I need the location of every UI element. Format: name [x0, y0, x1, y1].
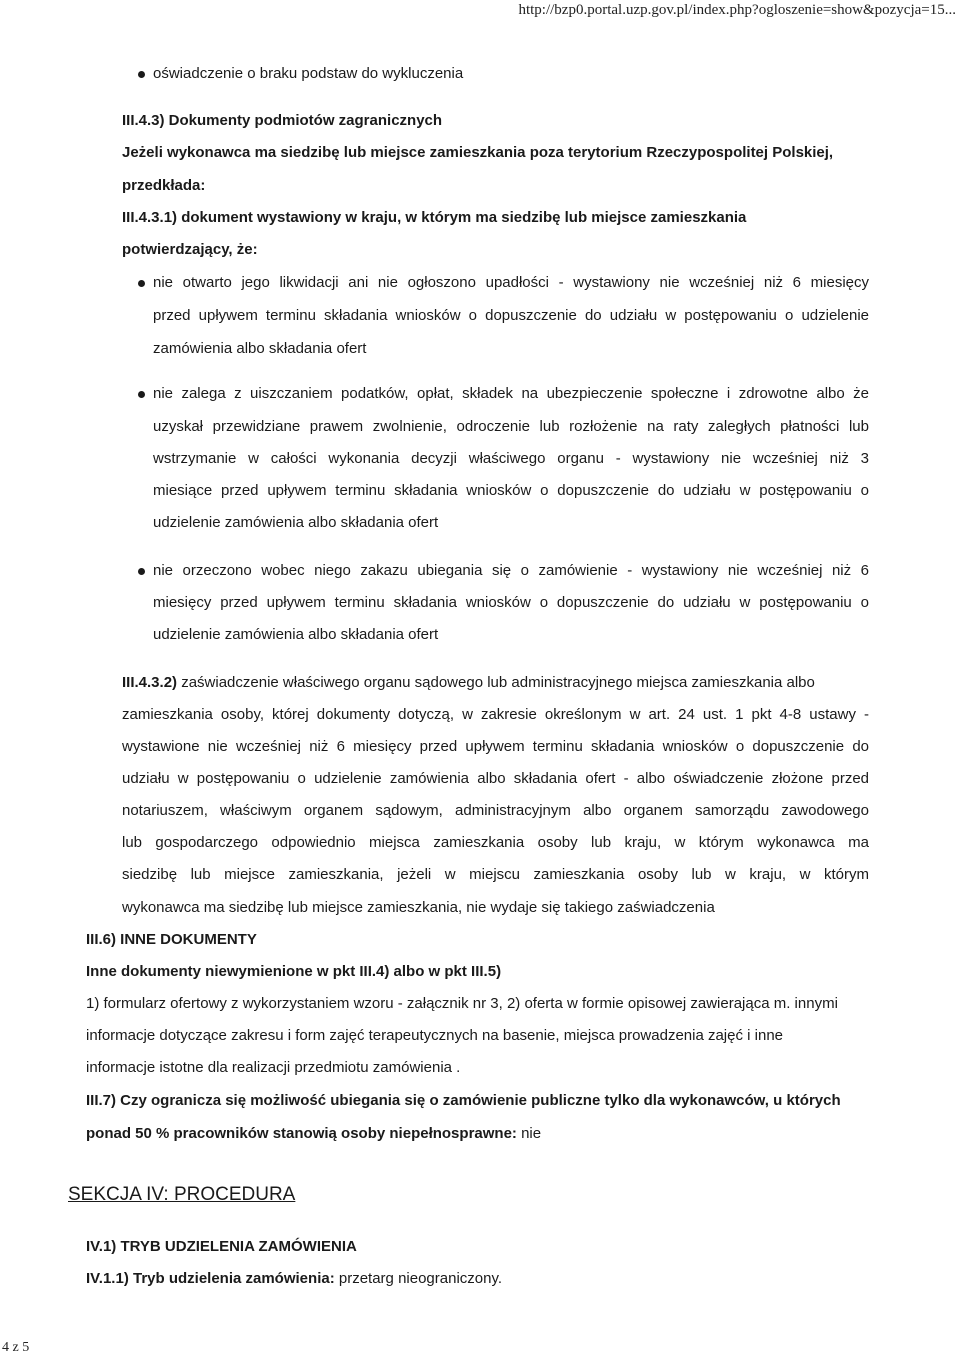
paragraph-line: zamieszkania osoby, której dokumenty dotyczą, w zakresie określonym w art. 24 ust. 1 pkt 4-8 ustawy -	[122, 706, 869, 723]
bullet-dot	[138, 391, 145, 398]
paragraph-line: udziału w postępowaniu o udzielenie zamówienia albo składania ofert - albo oświadczenie złożone przed	[122, 770, 869, 787]
paragraph-text: zaświadczenie właściwego organu sądowego lub administracyjnego miejsca zamieszkania albo	[177, 674, 815, 691]
paragraph-line	[86, 1269, 502, 1289]
bullet-line: miesiące przed upływem terminu składania wniosków o dopuszczenie do udziału w postępowaniu o	[153, 482, 869, 499]
paragraph-line: Jeżeli wykonawca ma siedzibę lub miejsce zamieszkania poza terytorium Rzeczypospolitej Polskiej,	[122, 144, 834, 161]
bullet-text: oświadczenie o braku podstaw do wykluczenia	[153, 65, 464, 82]
paragraph-line: lub gospodarczego odpowiednio miejsca zamieszkania osoby lub kraju, w którym wykonawca ma	[122, 834, 869, 851]
bullet-line: miesięcy przed upływem terminu składania wniosków o dopuszczenie do udziału w postępowaniu o	[153, 594, 869, 611]
section-heading: III.7) Czy ogranicza się możliwość ubiegania się o zamówienie publiczne tylko dla wykonawców, u których	[86, 1092, 841, 1109]
paragraph-line	[122, 673, 815, 693]
bullet-line: udzielenie zamówienia albo składania ofert	[153, 626, 439, 643]
paragraph-line: informacje istotne dla realizacji przedmiotu zamówienia .	[86, 1059, 461, 1076]
paragraph-line: przedkłada:	[122, 177, 206, 194]
field-value: przetarg nieograniczony.	[334, 1270, 503, 1287]
question-text: ponad 50 % pracowników stanowią osoby niepełnosprawne:	[86, 1125, 517, 1142]
paragraph-label: III.4.3.2)	[122, 674, 178, 691]
bullet-line: zamówienia albo składania ofert	[153, 340, 367, 357]
paragraph-line: siedzibę lub miejsce zamieszkania, jeżeli w miejscu zamieszkania osoby lub w kraju, w którym	[122, 866, 869, 883]
section-subheading: Inne dokumenty niewymienione w pkt III.4) albo w pkt III.5)	[86, 963, 502, 980]
paragraph-line: informacje dotyczące zakresu i form zajęć terapeutycznych na basenie, miejsca prowadzenia zajęć i inne	[86, 1027, 784, 1044]
section-heading: III.4.3) Dokumenty podmiotów zagranicznych	[122, 112, 443, 129]
bullet-dot	[138, 71, 145, 78]
bullet-line: nie zalega z uiszczaniem podatków, opłat, składek na ubezpieczenie społeczne i zdrowotne albo że	[153, 385, 869, 402]
paragraph-line: III.4.3.1) dokument wystawiony w kraju, w którym ma siedzibę lub miejsce zamieszkania	[122, 209, 747, 226]
page-url: http://bzp0.portal.uzp.gov.pl/index.php?ogloszenie=show&pozycja=15...	[518, 2, 956, 18]
paragraph-line	[86, 1124, 541, 1144]
section-heading: III.6) INNE DOKUMENTY	[86, 931, 257, 948]
paragraph-line: wykonawca ma siedzibę lub miejsce zamieszkania, nie wydaje się takiego zaświadczenia	[122, 899, 715, 916]
bullet-line: udzielenie zamówienia albo składania ofert	[153, 514, 439, 531]
bullet-line: wstrzymanie w całości wykonania decyzji właściwego organu - wystawiony nie wcześniej niż 3	[153, 450, 869, 467]
bullet-dot	[138, 280, 145, 287]
field-label: IV.1.1) Tryb udzielenia zamówienia:	[86, 1270, 335, 1287]
paragraph-line: wystawione nie wcześniej niż 6 miesięcy przed upływem terminu składania wniosków o dopuszczenie do	[122, 738, 869, 755]
paragraph-line: notariuszem, właściwym organem sądowym, administracyjnym albo organem samorządu zawodowego	[122, 802, 869, 819]
bullet-line: przed upływem terminu składania wniosków o dopuszczenie do udziału w postępowaniu o udzielenie	[153, 307, 869, 324]
page-number: 4 z 5	[2, 1340, 30, 1355]
bullet-line: nie otwarto jego likwidacji ani nie ogłoszono upadłości - wystawiony nie wcześniej niż 6 miesięcy	[153, 274, 869, 291]
paragraph-line: 1) formularz ofertowy z wykorzystaniem wzoru - załącznik nr 3, 2) oferta w formie opisowej zawierająca m. innymi	[86, 995, 838, 1012]
section-title: SEKCJA IV: PROCEDURA	[68, 1184, 296, 1205]
section-heading: IV.1) TRYB UDZIELENIA ZAMÓWIENIA	[86, 1238, 357, 1255]
bullet-line: nie orzeczono wobec niego zakazu ubiegania się o zamówienie - wystawiony nie wcześniej niż 6	[153, 562, 869, 579]
paragraph-line: potwierdzający, że:	[122, 241, 258, 258]
bullet-dot	[138, 568, 145, 575]
answer-text: nie	[516, 1125, 542, 1142]
bullet-line: uzyskał przewidziane prawem zwolnienie, odroczenie lub rozłożenie na raty zaległych płatności lub	[153, 418, 869, 435]
